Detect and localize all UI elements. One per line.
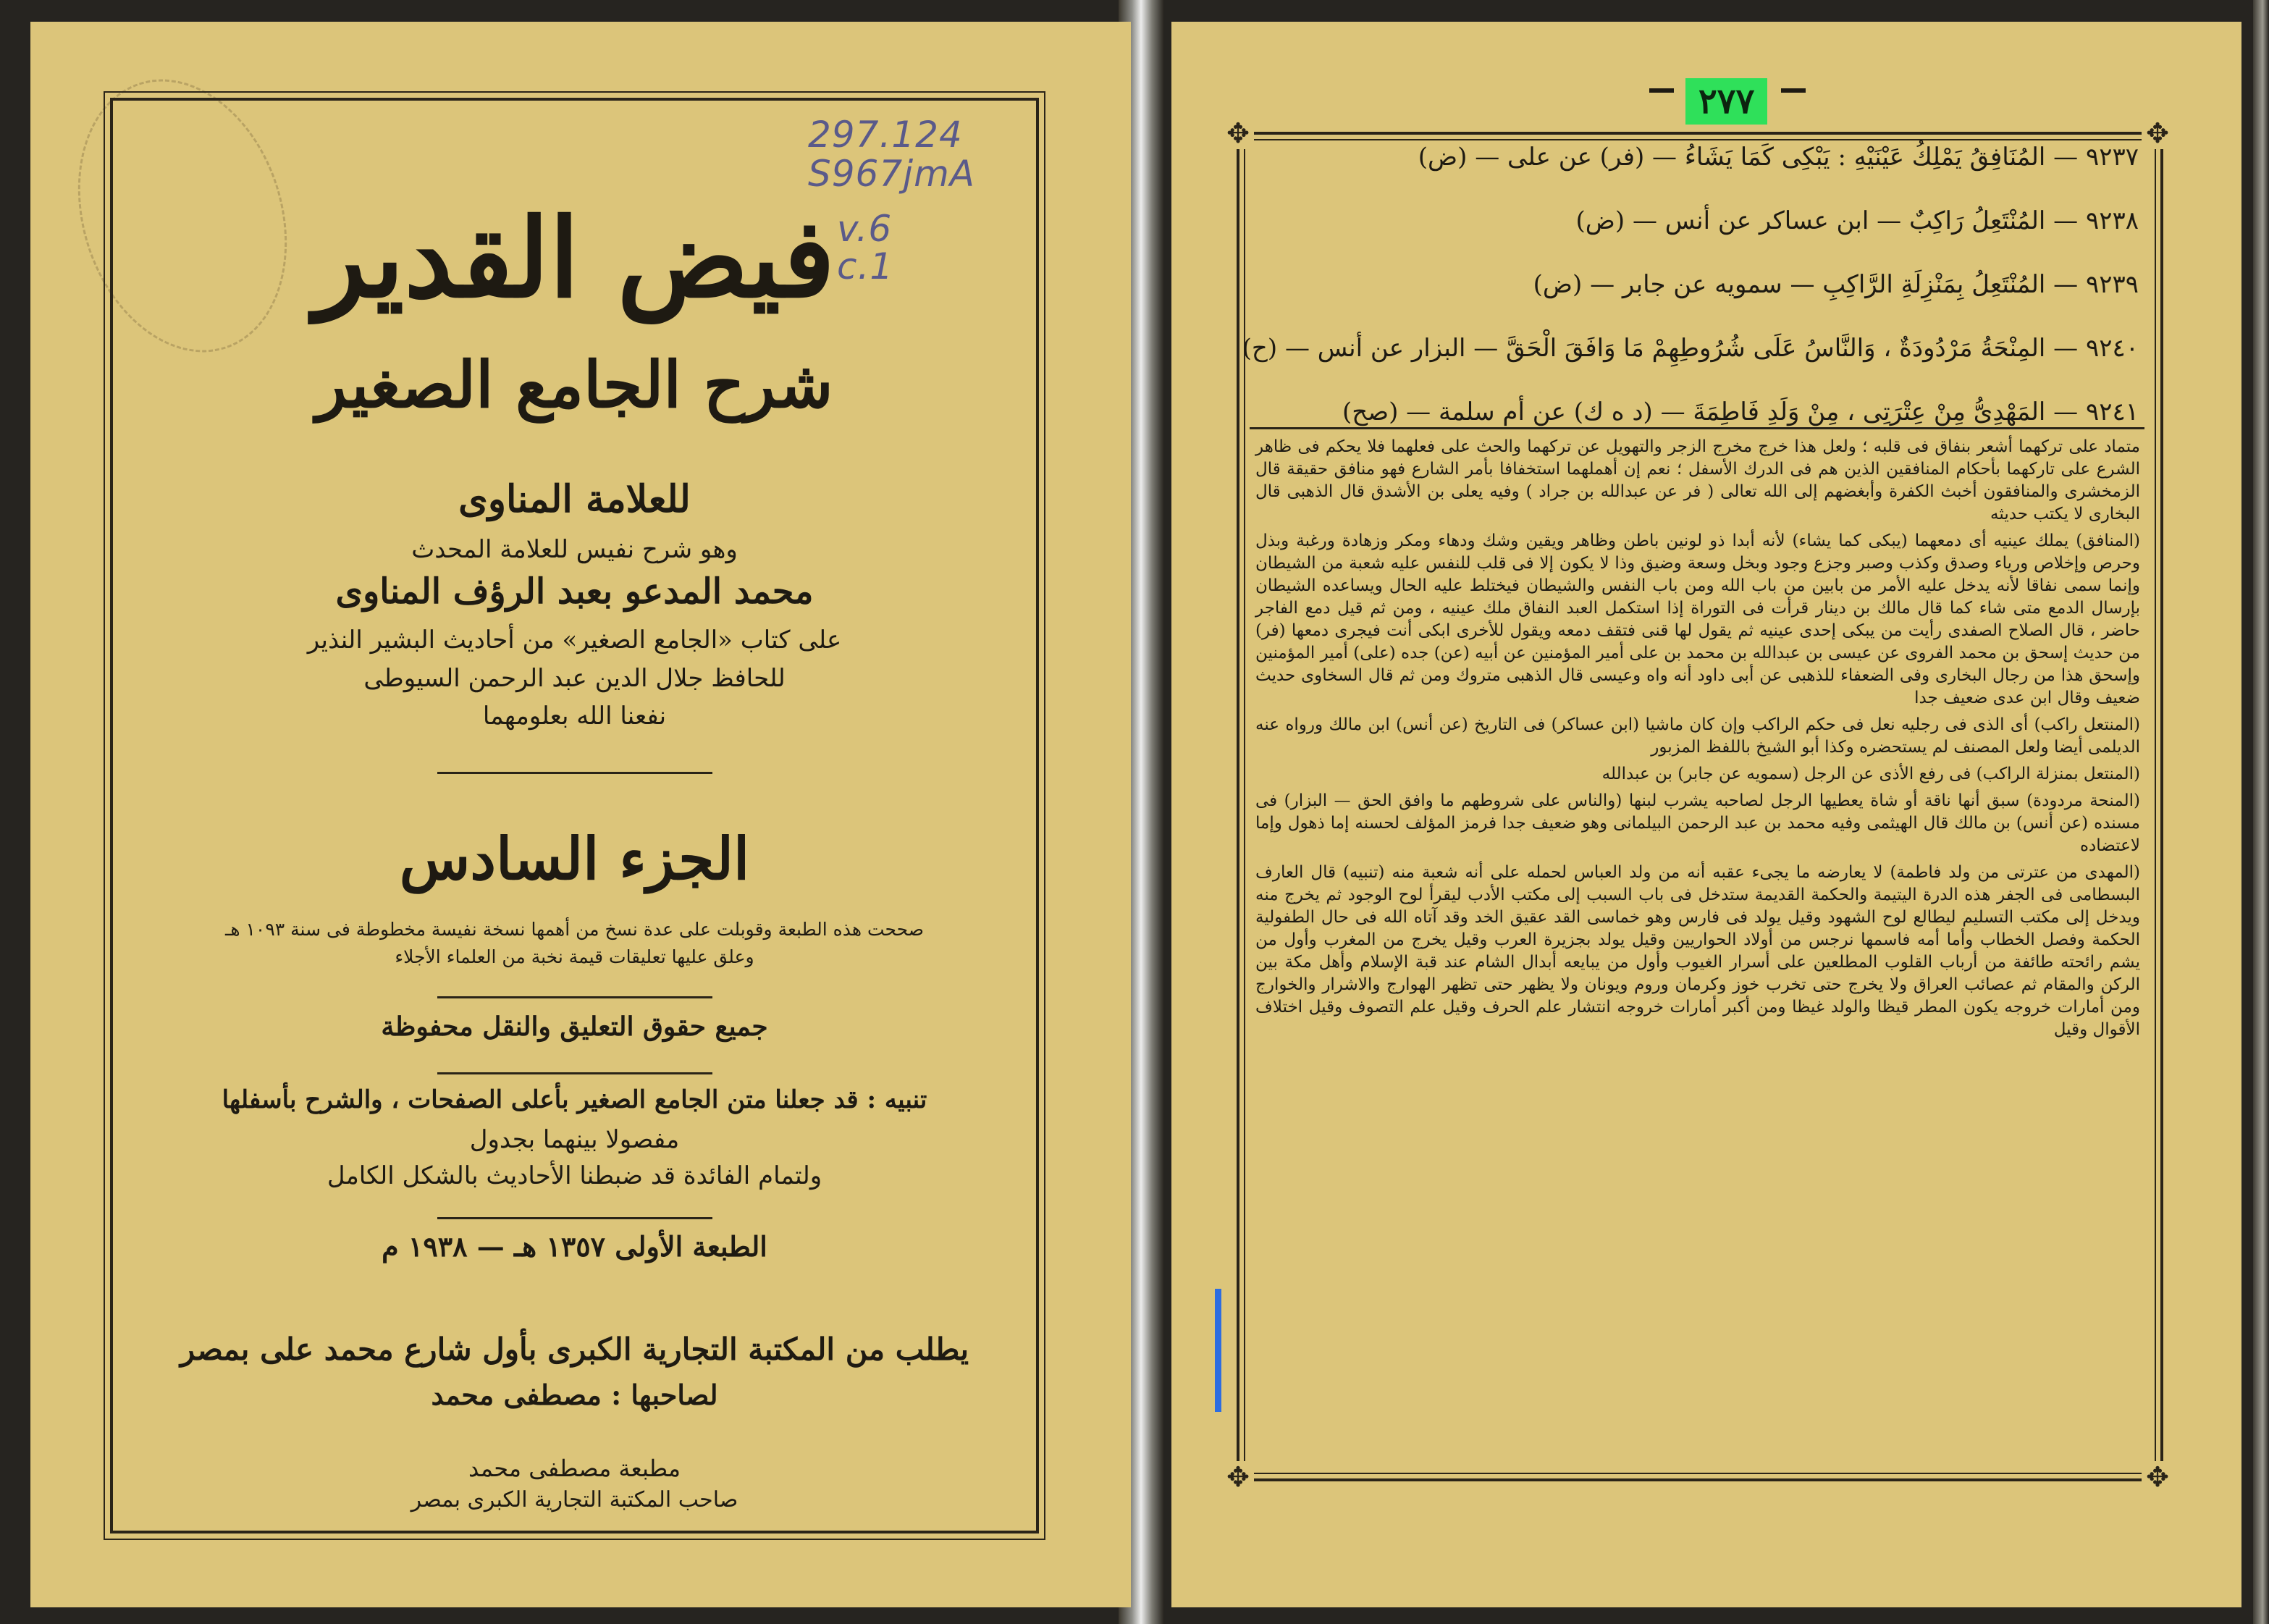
hadith-9241: ٩٢٤١ — المَهْدِىُّ مِنْ عِتْرَتِى ، مِنْ وَلَدِ فَاطِمَةَ — (د ه ك) عن أم سلمة — (صح)	[1342, 397, 2139, 426]
author-full: محمد المدعو بعبد الرؤف المناوى	[335, 571, 814, 612]
notice-1: تنبيه : قد جعلنا متن الجامع الصغير بأعلى الصفحات ، والشرح بأسفلها	[222, 1085, 927, 1114]
rule	[113, 763, 1036, 777]
book-subtitle: شرح الجامع الصغير	[316, 347, 833, 422]
press-line: مطبعة مصطفى محمد	[468, 1455, 681, 1482]
call-number-4: c.1	[837, 245, 894, 287]
text-divider	[1250, 427, 2144, 429]
book-line: على كتاب «الجامع الصغير» من أحاديث البشير النذير	[307, 626, 842, 655]
edition-note-2: وعلق عليها تعليقات قيمة نخبة من العلماء الأجلاء	[395, 946, 754, 967]
rule	[113, 1064, 1036, 1077]
call-number-1: 297.124	[808, 114, 963, 156]
title-page	[30, 22, 1131, 1607]
edition-line: الطبعة الأولى ١٣٥٧ هـ — ١٩٣٨ م	[382, 1230, 767, 1263]
page-number: ٢٧٧	[1685, 78, 1767, 125]
rights-line: جميع حقوق التعليق والنقل محفوظة	[381, 1011, 768, 1042]
rule	[113, 988, 1036, 1001]
commentary-paragraph: (المهدى من عترتى من ولد فاطمة) لا يعارضه ما يجىء عقبه أنه من ولد العباس لحمله على أنه شعبة منه (تنبيه) قال العارف البسطامى فى الجفر هذه الدرة اليتيمة والحكمة القديمة ستدخل فى باب السبب إلى مكتب الأدب ليقرأ لوح الوجود ثم يخرج منه ويدخل إلى مكتب التسليم ليطالع لوح الشهود وقيل يولد فى فارس وهو خماسى القد عقيق الخد وقد آتاه الله فى حال الطفولية الحكمة وفصل الخطاب وأما أمه فاسمها نرجس من أولاد الحواريين وقيل يولد بجزيرة العرب وقيل يخرج من المغرب وأول من يشم رائحته طائفة من أرباب القلوب المطلعين على أسرار الغيوب وأول من يبايعه أبدال الشام عند قبة الإسلام وأهل مكة بين الركن والمقام ثم عصائب العراق ولا يخرج حتى تخرب خوز وكرمان وروم ويونان ولا يظهر حتى تظهر الهوارج والاشرار والخوارج ومن أمارات خروجه يكون المطر قيظا والولد غيظا ومن أكبر أمارات خروجه انتشار علم الحرف وقيل علم التصوف وقيل اختلاف الأقوال وقيل	[1255, 863, 2140, 1039]
call-number-2: S967jmA	[808, 153, 975, 195]
page-number-dash	[1781, 88, 1806, 93]
hadith-9239: ٩٢٣٩ — المُنْتَعِلُ بِمَنْزِلَةِ الرَّاكِبِ — سمويه عن جابر — (ض)	[1533, 270, 2139, 299]
corner-ornament-icon: ✥	[1222, 117, 1254, 149]
commentary-paragraph: (المنحة مردودة) سبق أنها ناقة أو شاة يعطيها الرجل لصاحبه يشرب لبنها (والناس على شروطهم ما وافق الحق — البزار) فى مسنده (عن أنس) بن مالك قال الهيثمى وفيه محمد بن عبد الرحمن البيلمانى وهو ضعيف جدا فرمز المؤلف لحسنه إما ذهول وإما لاعتضاده	[1255, 791, 2140, 855]
owner-line: لصاحبها : مصطفى محمد	[431, 1379, 718, 1411]
notice-3: ولتمام الفائدة قد ضبطنا الأحاديث بالشكل الكامل	[327, 1161, 822, 1190]
blessing-line: نفعنا الله بعلومهما	[482, 702, 667, 731]
corner-ornament-icon: ✥	[2142, 1461, 2173, 1493]
hadith-9237: ٩٢٣٧ — المُنَافِقُ يَمْلِكُ عَيْنَيْهِ : يَبْكِى كَمَا يَشَاءُ — (فر) عن على — (ض)	[1418, 143, 2139, 172]
press-owner-line: صاحب المكتبة التجارية الكبرى بمصر	[411, 1487, 738, 1512]
text-page	[1171, 22, 2241, 1607]
corner-ornament-icon: ✥	[1222, 1461, 1254, 1493]
notice-2: مفصولا بينهما بجدول	[469, 1125, 680, 1154]
blue-margin-mark	[1215, 1289, 1221, 1412]
volume-label: الجزء السادس	[399, 825, 750, 893]
publisher-line: يطلب من المكتبة التجارية الكبرى بأول شارع محمد على بمصر	[180, 1331, 969, 1367]
book-edge	[2253, 0, 2269, 1624]
commentary-paragraph: (المنافق) يملك عينيه أى دمعهما (يبكى كما يشاء) لأنه أبدا ذو لونين باطن وظاهر ويقين وشك ودهاء ومكر وزهادة ورغبة وبذل وحرص وإخلاص ورياء وصدق وكذب وصبر وجزع وجود وبخل وسعة وضيق وذا لا يكون إلا فى قلب للنفس عليه شعبة من الشيطان وإنما سمى نفاقا لأنه يدخل عليه الأمر من بابين من باب الله ومن باب النفس والشيطان فيختلط عليه الحال ويساعده الشيطان بإرسال الدمع متى شاء كما قال مالك بن دينار قرأت فى التوراة إذا استكمل العبد النفاق ملك عينيه ، ومن ثم قيل دمع الفاجر حاضر ، قال الصلاح الصفدى رأيت من يبكى إحدى عينيه ثم يقول لها قنى فتقف دمعه ويقول للأخرى ابكى أنت فيجرى دمعها (فر) من حديث إسحق بن محمد الفروى عن عيسى بن عبدالله بن محمد بن على أمير المؤمنين عن أبيه (عن) جده (على) أمير المؤمنين وإسحق هذا من رجال البخارى وفى الضعفاء للذهبى عن أبى داود أنه واه وعيسى قال الذهبى متروك ومن ثم قال السخاوى حديث ضعيف وقال ابن عدى ضعيف جدا	[1255, 531, 2140, 707]
corner-ornament-icon: ✥	[2142, 117, 2173, 149]
edition-note-1: صححت هذه الطبعة وقوبلت على عدة نسخ من أهمها نسخة نفيسة مخطوطة فى سنة ١٠٩٣ هـ	[225, 919, 924, 940]
rule	[113, 1208, 1036, 1222]
hafiz-line: للحافظ جلال الدين عبد الرحمن السيوطى	[363, 664, 786, 693]
commentary	[1255, 436, 2140, 1045]
description-line: وهو شرح نفيس للعلامة المحدث	[411, 535, 738, 564]
commentary-paragraph: (المنتعل راكب) أى الذى فى رجليه نعل فى حكم الراكب وإن كان ماشيا (ابن عساكر) فى التاريخ (عن أنس) ابن مالك ورواه عنه الديلمى أيضا ولعل المصنف لم يستحضره وكذا أبو الشيخ باللفظ المزبور	[1255, 715, 2140, 757]
book-title: فيض القدير	[313, 195, 835, 322]
hadith-9238: ٩٢٣٨ — المُنْتَعِلُ رَاكِبٌ — ابن عساكر عن أنس — (ض)	[1575, 206, 2139, 235]
title-frame	[110, 98, 1039, 1533]
commentary-paragraph: متماد على تركهما أشعر بنفاق فى قلبه ؛ ولعل هذا خرج مخرج الزجر والتهويل عن تركهما والحث على فعلهما فلا يحكم فى ظاهر الشرع على تاركهما بأحكام المنافقين الذين هم فى الدرك الأسفل ؛ نعم إن أهملهما استخفافا بأمر الشارع فهو منافق حقيقة قال الزمخشرى والمنافقون أخبث الكفرة وأبغضهم إلى الله تعالى ( فر عن عبدالله بن جراد ) وفيه يعلى بن الأشدق قال الذهبى قال البخارى لا يكتب حديثه	[1255, 437, 2141, 523]
page-number-dash	[1649, 88, 1674, 93]
commentary-paragraph: (المنتعل بمنزلة الراكب) فى رفع الأذى عن الرجل (سمويه عن جابر) بن عبدالله	[1601, 765, 2140, 783]
call-number-3: v.6	[837, 208, 893, 250]
hadith-9240: ٩٢٤٠ — المِنْحَةُ مَرْدُودَةٌ ، وَالنَّاسُ عَلَى شُرُوطِهِمْ مَا وَافَقَ الْحَقَّ — البزار عن أنس — (ح)	[1242, 334, 2139, 363]
author-short: للعلامة المناوى	[458, 477, 691, 521]
